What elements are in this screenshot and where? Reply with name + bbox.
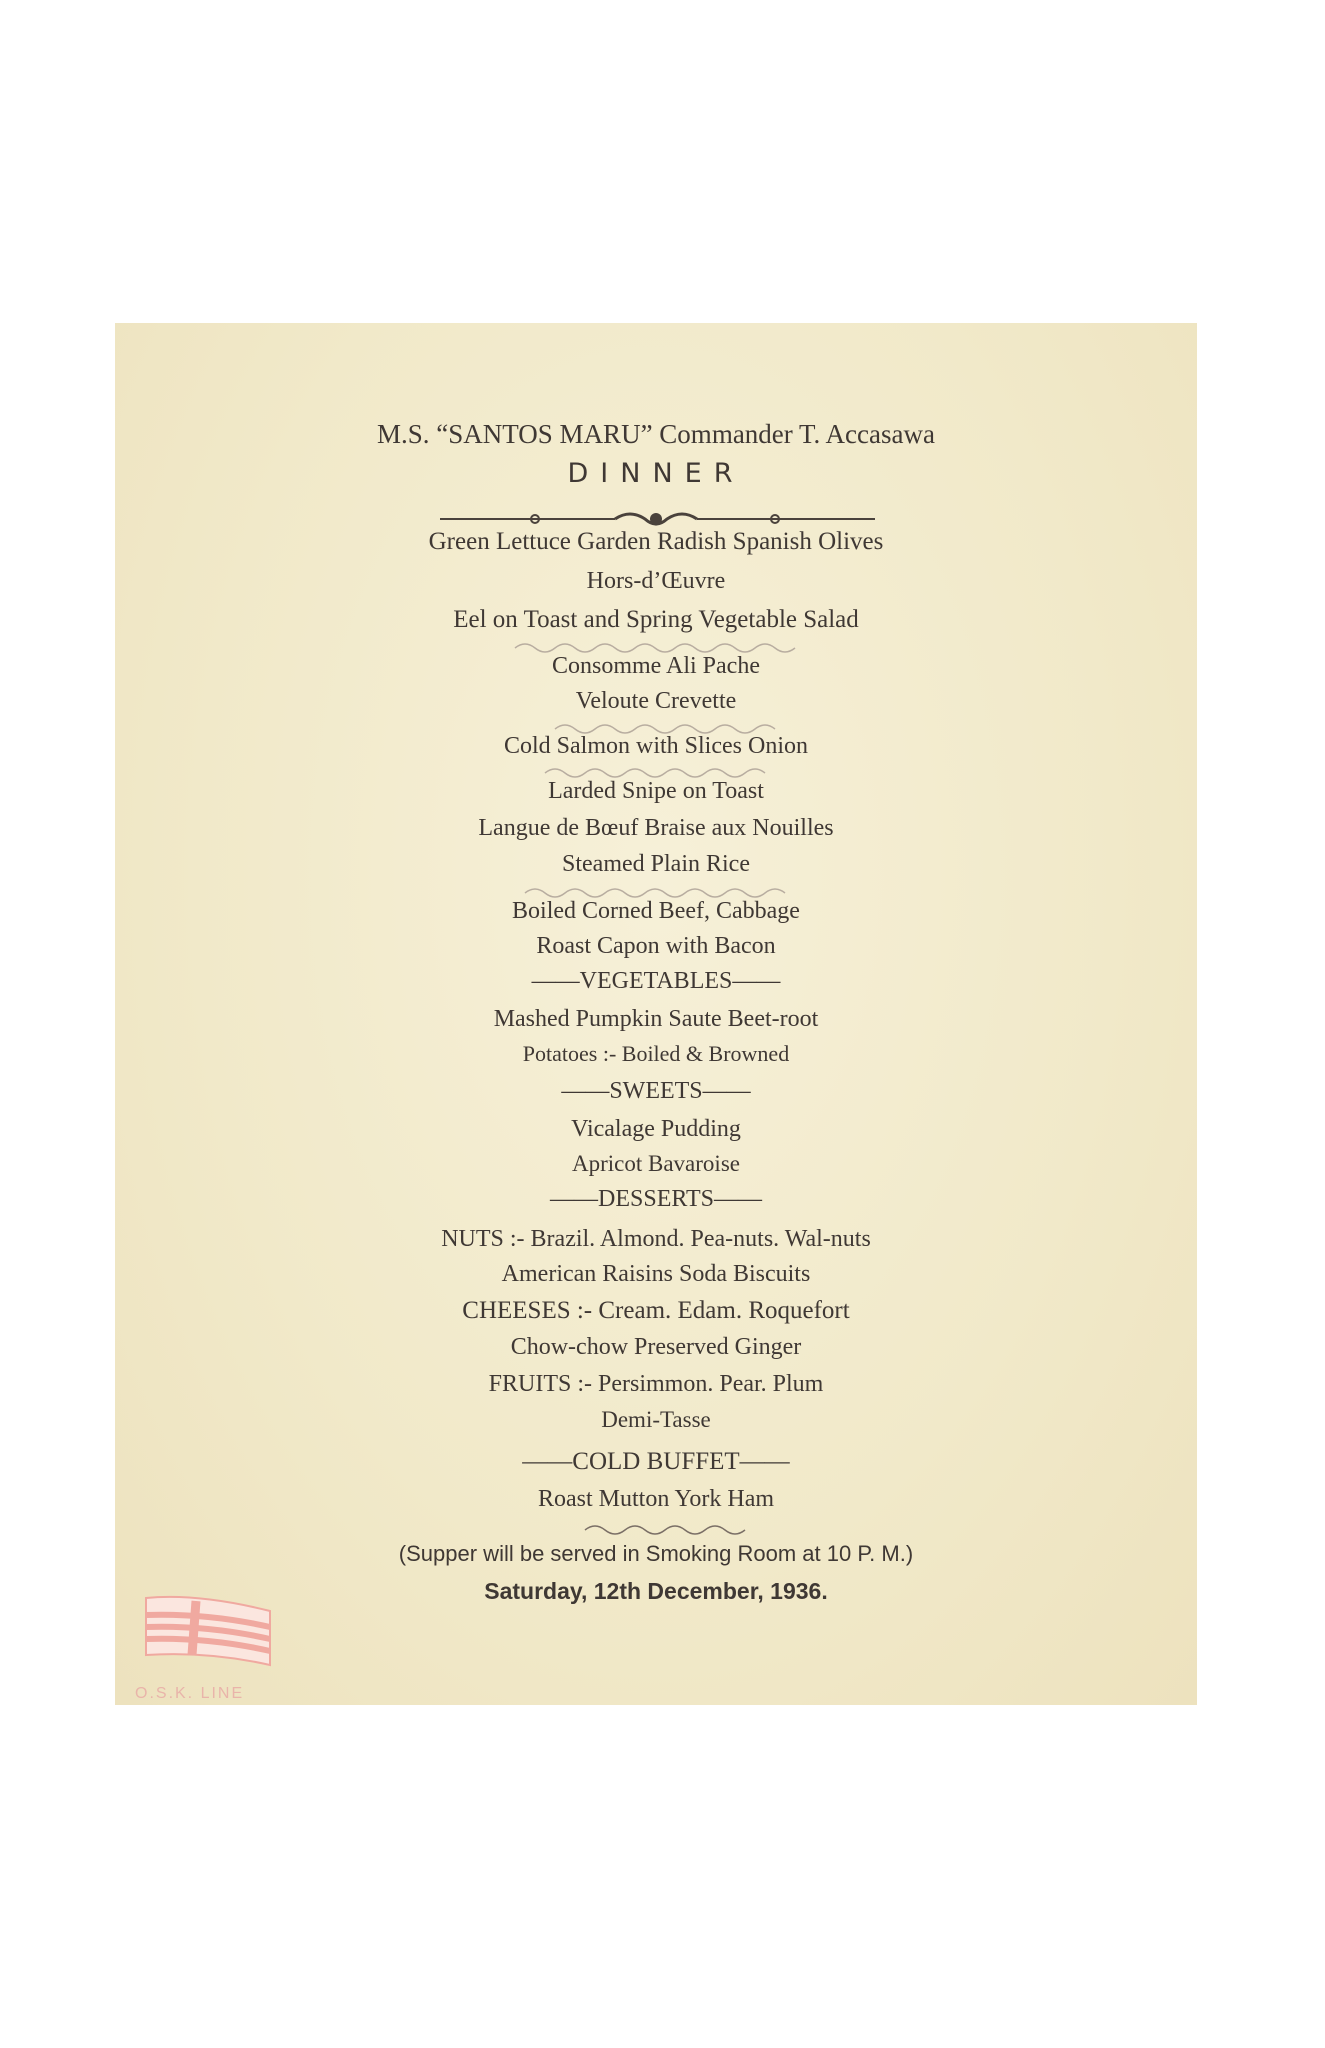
- title-ornament: [115, 509, 1197, 529]
- company-flag-icon: [138, 1593, 278, 1673]
- menu-line-8: Langue de Bœuf Braise aux Nouilles: [478, 815, 834, 841]
- menu-line-10: Boiled Corned Beef, Cabbage: [512, 898, 800, 924]
- menu-line-21: CHEESES :- Cream. Edam. Roquefort: [462, 1297, 850, 1324]
- sweets-heading: ——SWEETS——: [561, 1078, 751, 1104]
- vegetables-heading: ——VEGETABLES——: [531, 968, 781, 994]
- menu-line-26: Roast Mutton York Ham: [537, 1486, 775, 1512]
- ship-header: M.S. “SANTOS MARU” Commander T. Accasawa: [377, 419, 935, 449]
- menu-line-6: Cold Salmon with Slices Onion: [503, 733, 808, 759]
- menu-line-16: Vicalage Pudding: [571, 1116, 741, 1142]
- menu-line-23: FRUITS :- Persimmon. Pear. Plum: [488, 1371, 824, 1397]
- menu-line-5: Veloute Crevette: [575, 688, 737, 714]
- menu-line-17: Apricot Bavaroise: [572, 1151, 740, 1176]
- menu-line-3: Eel on Toast and Spring Vegetable Salad: [453, 606, 859, 633]
- menu-line-24: Demi-Tasse: [601, 1407, 711, 1432]
- menu-line-19: NUTS :- Brazil. Almond. Pea-nuts. Wal-nuts: [441, 1226, 871, 1252]
- menu-line-7: Larded Snipe on Toast: [548, 778, 764, 804]
- cold-buffet-heading: ——COLD BUFFET——: [522, 1448, 790, 1475]
- wavy-divider: [115, 1520, 1197, 1540]
- menu-date: Saturday, 12th December, 1936.: [484, 1578, 828, 1604]
- menu-line-9: Steamed Plain Rice: [562, 851, 750, 877]
- desserts-heading: ——DESSERTS——: [550, 1186, 762, 1212]
- menu-line-2: Hors-d’Œuvre: [586, 568, 726, 594]
- supper-note: (Supper will be served in Smoking Room at 10 P. M.): [398, 1541, 914, 1566]
- menu-line-4: Consomme Ali Pache: [552, 653, 760, 679]
- menu-line-13: Mashed Pumpkin Saute Beet-root: [493, 1006, 819, 1032]
- menu-line-20: American Raisins Soda Biscuits: [501, 1261, 811, 1287]
- flag-label: O.S.K. LINE: [135, 1685, 245, 1702]
- menu-line-22: Chow-chow Preserved Ginger: [510, 1334, 802, 1360]
- menu-title: DINNER: [567, 458, 745, 489]
- menu-line-14: Potatoes :- Boiled & Browned: [522, 1041, 790, 1066]
- menu-line-11: Roast Capon with Bacon: [536, 933, 776, 959]
- menu-card: [115, 323, 1197, 1705]
- menu-line-1: Green Lettuce Garden Radish Spanish Olives: [428, 528, 884, 555]
